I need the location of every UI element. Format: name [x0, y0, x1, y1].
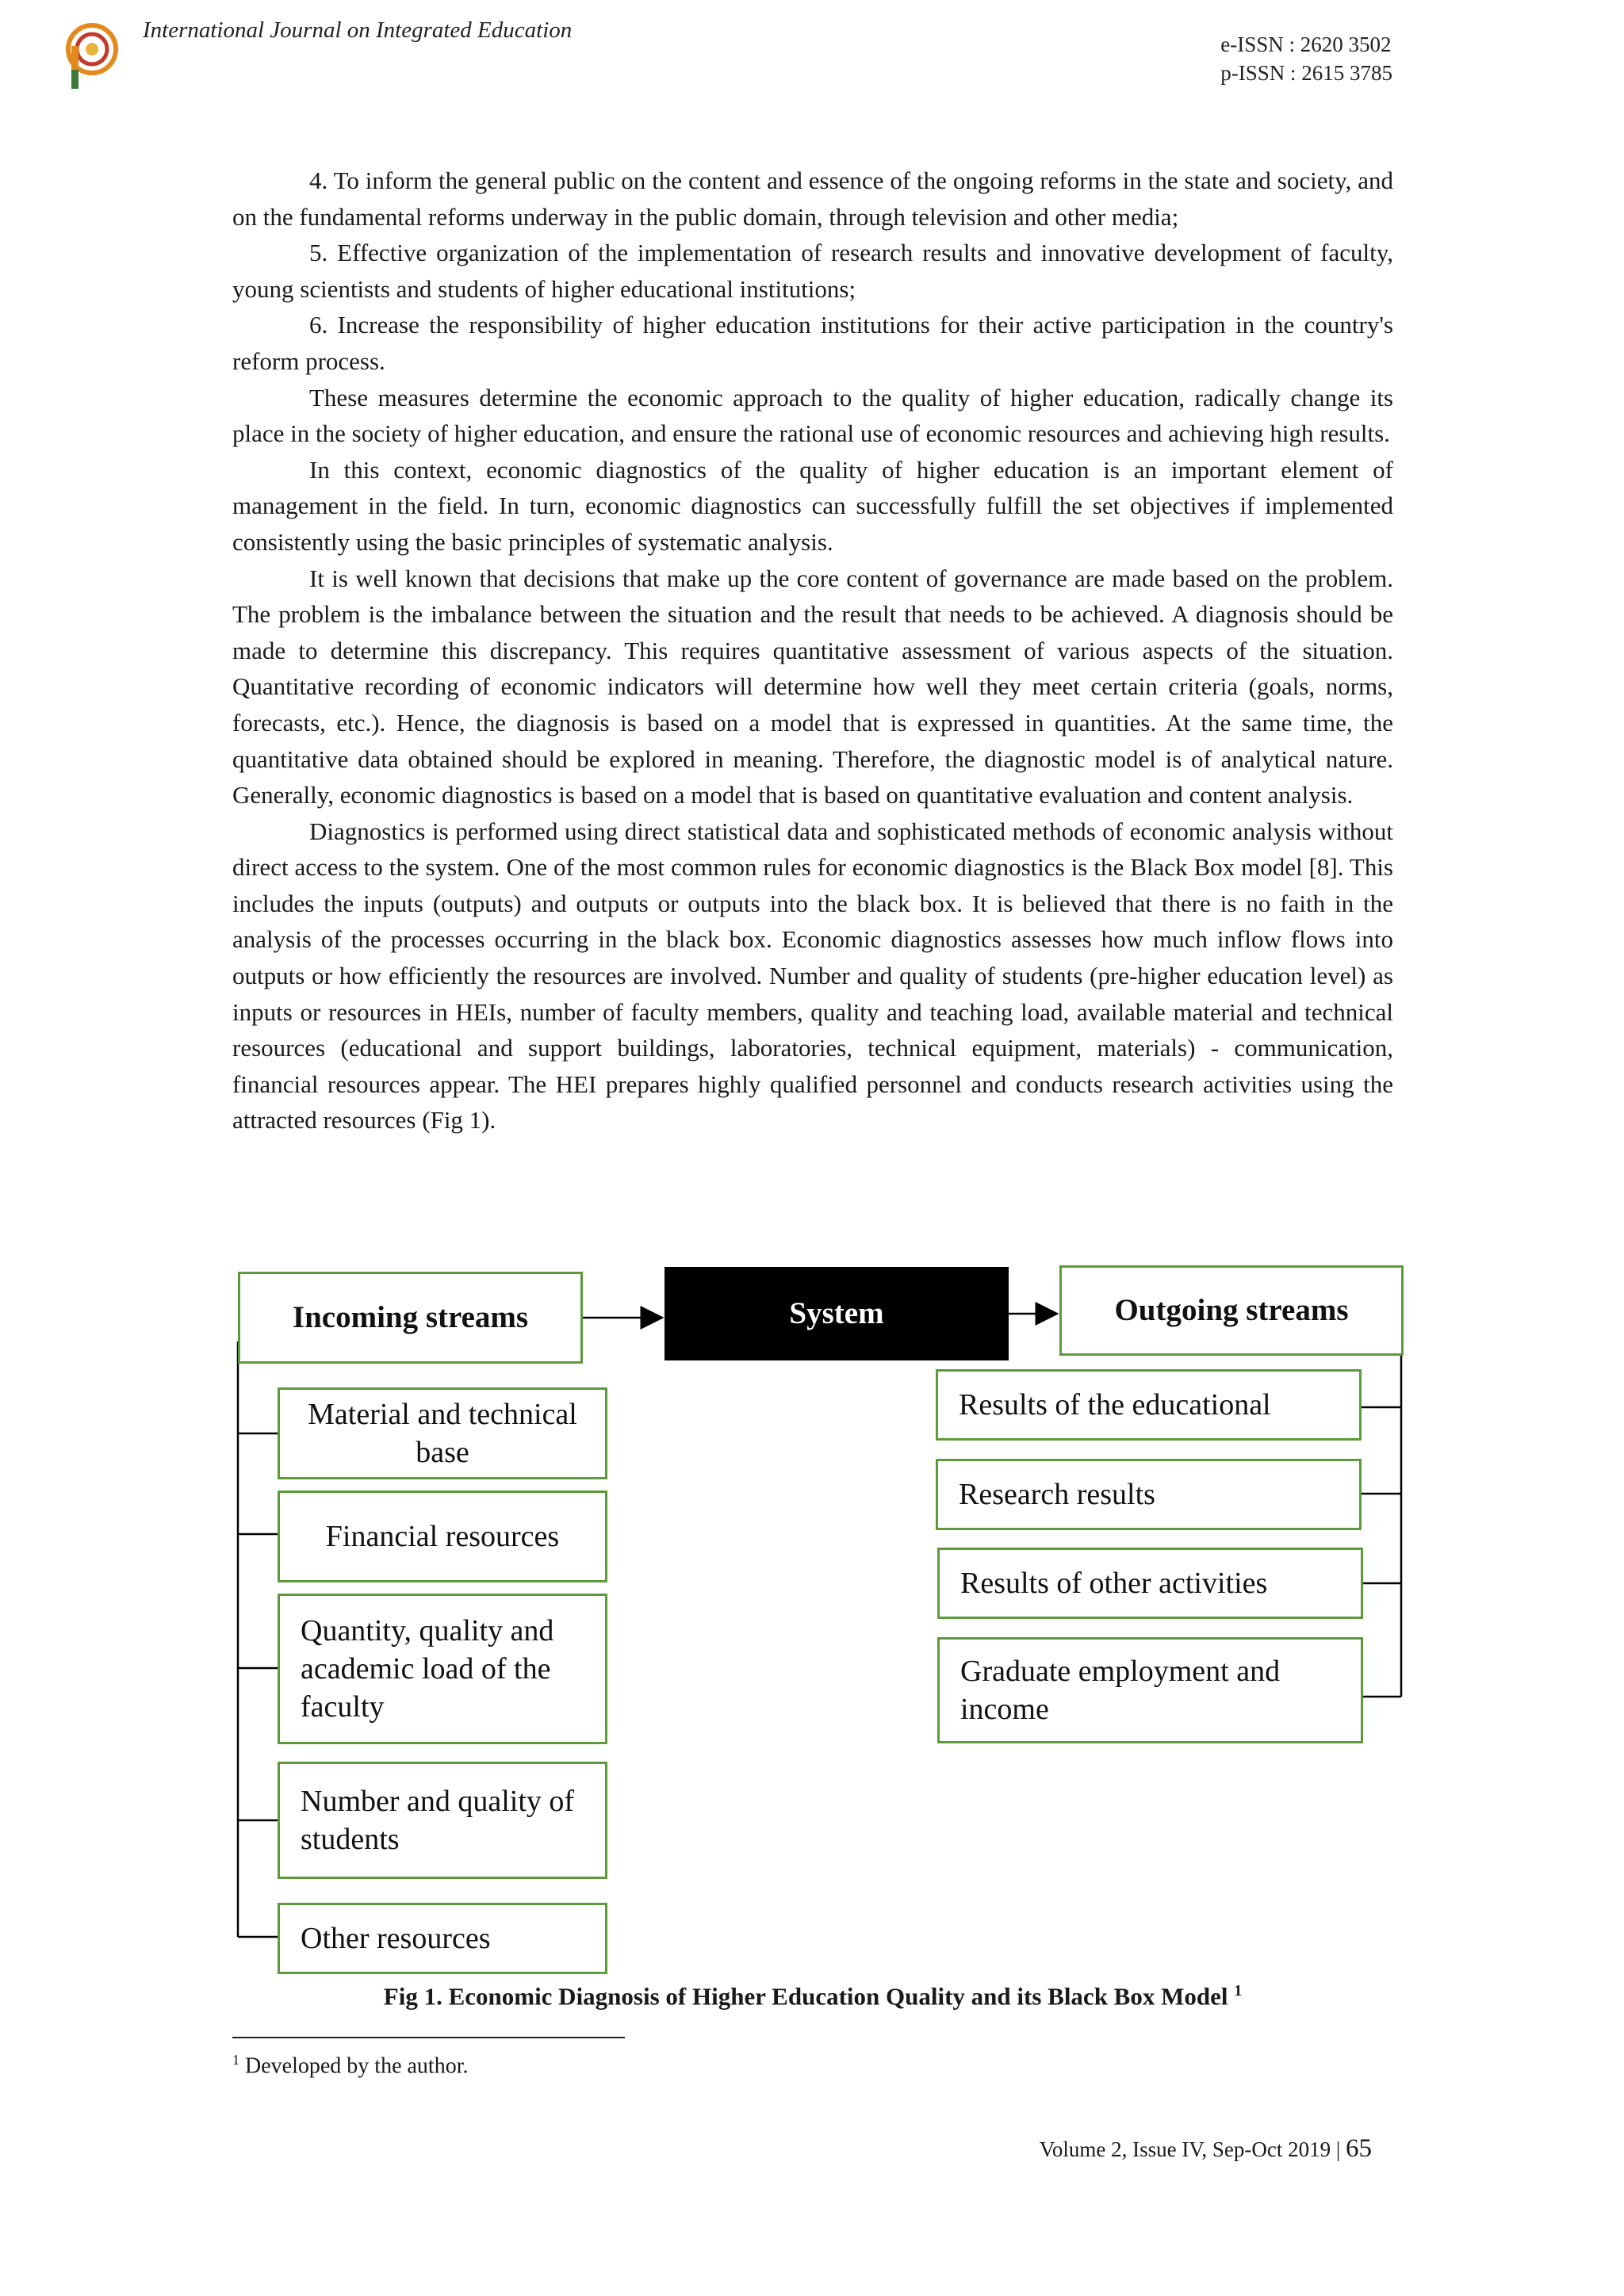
input-financial-resources: Financial resources	[278, 1490, 607, 1582]
issn-block	[1220, 30, 1392, 87]
caption-text: Fig 1. Economic Diagnosis of Higher Education Quality and its Black Box Model	[383, 1982, 1228, 2011]
input-other-resources: Other resources	[278, 1903, 607, 1974]
journal-name: International Journal on Integrated Education	[143, 17, 573, 43]
paragraph: These measures determine the economic approach to the quality of higher education, radically change its place in the society of higher education, and ensure the rational use of economic resources and achieving high results.	[232, 383, 1393, 448]
incoming-streams-box: Incoming streams	[238, 1272, 583, 1364]
black-box-diagram	[230, 1261, 1404, 1974]
page-footer	[1040, 2134, 1372, 2164]
footnote	[232, 2052, 468, 2079]
input-students: Number and quality of students	[278, 1762, 607, 1879]
caption-footnote-mark: 1	[1234, 1982, 1243, 1999]
figure-caption	[230, 1982, 1396, 2011]
volume-info: Volume 2, Issue IV, Sep-Oct 2019 |	[1039, 2137, 1341, 2161]
output-other-activities: Results of other activities	[937, 1548, 1363, 1619]
pissn: p-ISSN : 2615 3785	[1220, 61, 1392, 85]
output-research-results: Research results	[936, 1459, 1362, 1530]
page-number: 65	[1346, 2134, 1372, 2163]
journal-logo	[65, 22, 122, 90]
footnote-mark: 1	[232, 2052, 239, 2068]
input-material-technical-base: Material and technical base	[278, 1387, 607, 1479]
paragraph: It is well known that decisions that make up the core content of governance are made based on the problem. The problem is the imbalance between the situation and the result that needs to be achieved. A diagnosis should be made to determine this discrepancy. This requires quantitative assessment of various aspects of the situation. Quantitative recording of economic indicators will determine how well they meet certain criteria (goals, norms, forecasts, etc.). Hence, the diagnosis is based on a model that is expressed in quantities. At the same time, the quantitative data obtained should be explored in meaning. Therefore, the diagnostic model is of analytical nature. Generally, economic diagnostics is based on a model that is based on quantitative evaluation and content analysis.	[232, 564, 1393, 809]
outgoing-streams-box: Outgoing streams	[1059, 1265, 1404, 1356]
paragraph: 5. Effective organization of the implementation of research results and innovative development of faculty, young scientists and students of higher educational institutions;	[232, 239, 1393, 303]
paragraph: Diagnostics is performed using direct statistical data and sophisticated methods of economic analysis without direct access to the system. One of the most common rules for economic diagnostics is the Black Box model [8]. This includes the inputs (outputs) and outputs or outputs into the black box. It is believed that there is no faith in the analysis of the processes occurring in the black box. Economic diagnostics assesses how much inflow flows into outputs or how efficiently the resources are involved. Number and quality of students (pre-higher education level) as inputs or resources in HEIs, number of faculty members, quality and teaching load, available material and technical resources (educational and support buildings, laboratories, technical equipment, materials) - communication, financial resources appear. The HEI prepares highly qualified personnel and conducts research activities using the attracted resources (Fig 1).	[232, 817, 1393, 1135]
eissn: e-ISSN : 2620 3502	[1220, 33, 1392, 56]
input-faculty: Quantity, quality and academic load of the faculty	[278, 1594, 607, 1744]
footnote-text: Developed by the author.	[245, 2053, 469, 2079]
paragraph: 4. To inform the general public on the content and essence of the ongoing reforms in the state and society, and on the fundamental reforms underway in the public domain, through television and other media;	[232, 166, 1393, 231]
footnote-rule	[232, 2037, 625, 2038]
paragraph: In this context, economic diagnostics of the quality of higher education is an important element of management in the field. In turn, economic diagnostics can successfully fulfill the set objectives if implemented consistently using the basic principles of systematic analysis.	[232, 455, 1393, 556]
system-box: System	[665, 1267, 1009, 1360]
output-educational-results: Results of the educational	[936, 1369, 1362, 1441]
output-graduate-employment: Graduate employment and income	[937, 1637, 1363, 1743]
body-text	[232, 163, 1393, 1138]
paragraph: 6. Increase the responsibility of higher education institutions for their active participation in the country's reform process.	[232, 311, 1393, 375]
